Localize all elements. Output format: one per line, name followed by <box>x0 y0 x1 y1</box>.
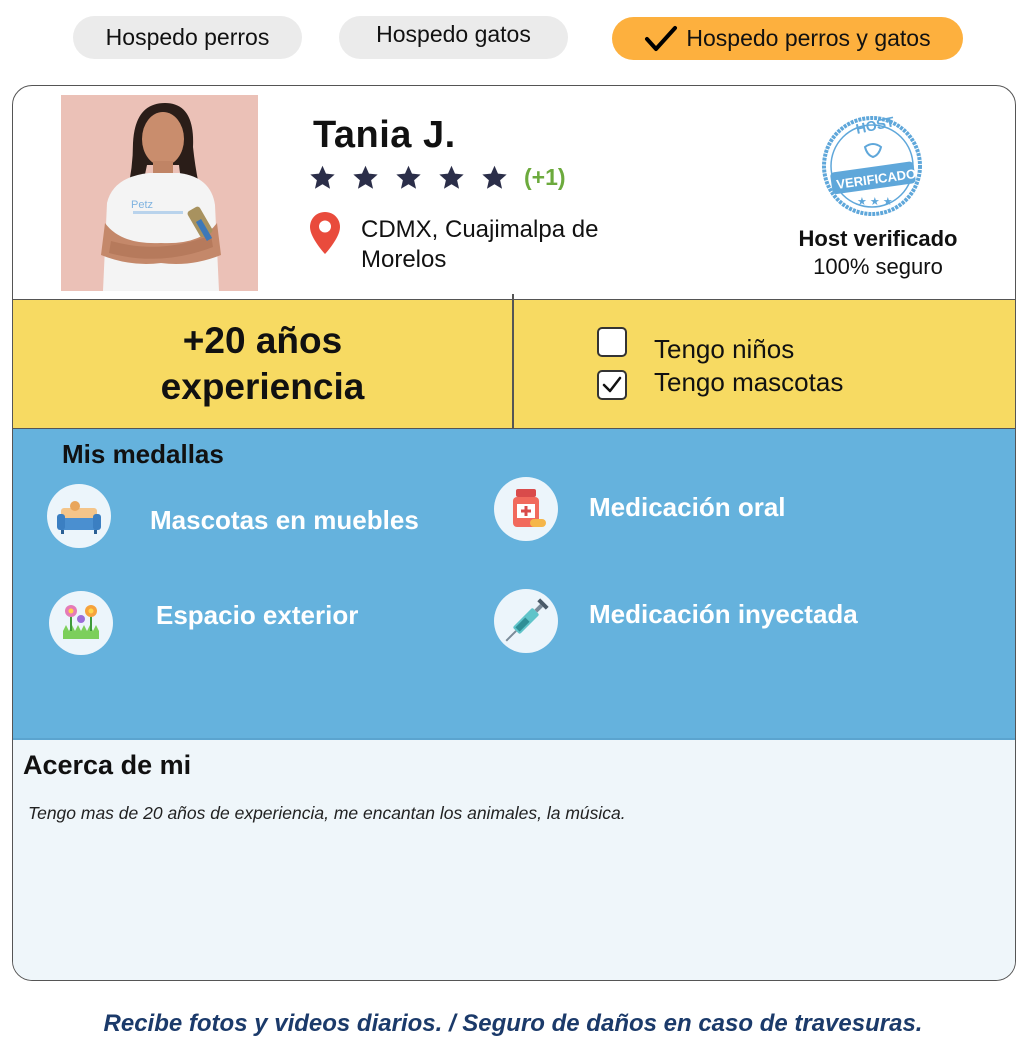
host-portrait-image <box>61 95 258 291</box>
band-divider <box>512 294 514 430</box>
flowers-icon <box>49 591 113 655</box>
about-section <box>13 740 1016 981</box>
checkmark-icon <box>599 372 625 398</box>
host-name: Tania J. <box>313 114 456 156</box>
host-location: CDMX, Cuajimalpa de Morelos <box>361 216 599 273</box>
experience-band <box>13 299 1016 429</box>
rating-stars <box>309 164 566 191</box>
filter-dogs-pill[interactable] <box>73 16 302 59</box>
rating-extra: (+1) <box>524 164 566 190</box>
medals-section <box>13 429 1016 740</box>
footer-note: Recibe fotos y videos diarios. / Seguro de daños en caso de travesuras. <box>103 1010 923 1037</box>
location-pin-icon <box>309 211 341 255</box>
shirt-logo-text: Petz <box>131 199 154 211</box>
checkmark-icon <box>644 24 678 54</box>
filter-both-label: Hospedo perros y gatos <box>686 25 931 51</box>
pets-checkbox-label: Tengo mascotas <box>654 367 844 397</box>
medal-label: Medicación inyectada <box>589 599 858 629</box>
pill-bottle-icon <box>494 477 558 541</box>
star-icon <box>438 164 465 191</box>
star-icon <box>352 164 379 191</box>
verified-title: Host verificado <box>798 226 958 251</box>
filter-cats-pill[interactable] <box>339 16 568 59</box>
host-card <box>12 85 1016 981</box>
stamp-top-text: HOST <box>854 113 896 137</box>
medal-label: Medicación oral <box>589 492 786 522</box>
syringe-icon <box>494 589 558 653</box>
verified-subtitle: 100% seguro <box>813 254 943 279</box>
star-icon <box>309 164 336 191</box>
about-text: Tengo mas de 20 años de experiencia, me encantan los animales, la música. <box>28 803 626 823</box>
filter-cats-label: Hospedo gatos <box>376 21 531 47</box>
verified-stamp-icon <box>817 112 927 218</box>
pets-checkbox[interactable] <box>597 370 627 400</box>
star-icon <box>395 164 422 191</box>
experience-label: experiencia <box>160 366 365 407</box>
sofa-icon <box>47 484 111 548</box>
kids-checkbox-label: Tengo niños <box>654 334 795 364</box>
filter-both-pill[interactable] <box>612 17 963 60</box>
medal-label: Mascotas en muebles <box>150 505 419 535</box>
experience-years: +20 años <box>182 320 343 361</box>
filter-dogs-label: Hospedo perros <box>105 24 270 50</box>
svg-text:★ ★ ★: ★ ★ ★ <box>857 196 893 208</box>
stamp-middle-text: VERIFICADO <box>835 165 917 192</box>
medals-title: Mis medallas <box>62 439 224 469</box>
experience-text <box>13 318 512 410</box>
medal-label: Espacio exterior <box>156 600 359 630</box>
kids-checkbox[interactable] <box>597 327 627 357</box>
star-icon <box>481 164 508 191</box>
host-photo <box>61 95 258 291</box>
about-title: Acerca de mi <box>23 750 192 780</box>
